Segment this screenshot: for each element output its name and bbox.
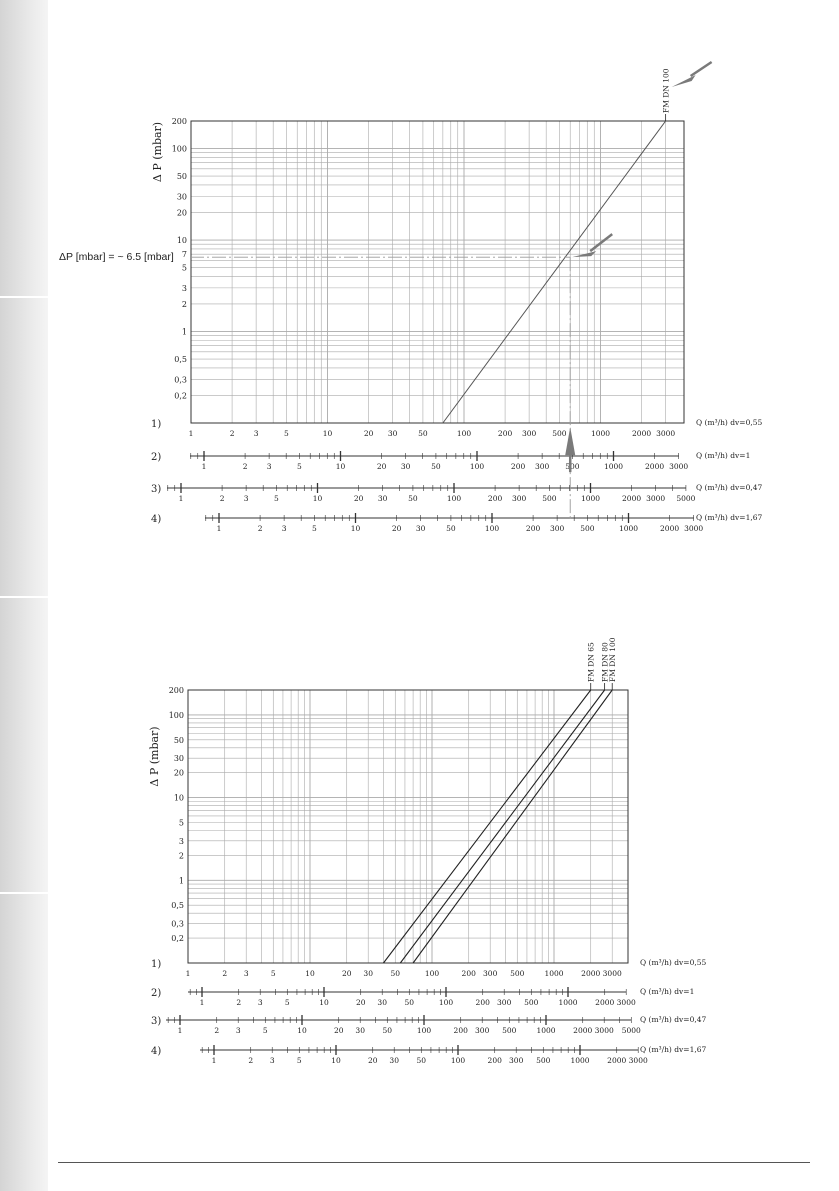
scale-tick-label: 2000 — [645, 462, 665, 471]
series-label: FM DN 65 — [586, 642, 596, 682]
y-tick-label: 0,2 — [174, 391, 187, 401]
scale-tick-label: 1000 — [544, 969, 564, 978]
y-tick-label: 3 — [181, 283, 187, 293]
scale-tick-label: 300 — [497, 998, 512, 1007]
scale-tick-label: 3000 — [594, 1026, 614, 1035]
scale-label: 3) — [151, 484, 162, 495]
scale-tick-label: 2000 — [573, 1026, 593, 1035]
scale-tick-label: 1000 — [590, 429, 611, 438]
scale-tick-label: 5 — [296, 1056, 302, 1065]
scale-tick-label: 2 — [248, 1056, 254, 1065]
scale-tick-label: 200 — [525, 524, 541, 533]
scale-tick-label: 3 — [281, 524, 287, 533]
y-axis-label: Δ P (mbar) — [151, 121, 164, 183]
scale-tick-label: 1 — [188, 429, 194, 438]
y-tick-label: 10 — [173, 793, 184, 803]
y-tick-label: 0,5 — [174, 355, 187, 365]
scale-tick-label: 10 — [335, 462, 346, 471]
scale-tick-label: 3 — [257, 998, 263, 1007]
plot-frame — [188, 690, 628, 963]
scale-tick-label: 1000 — [603, 462, 624, 471]
arrow-shaft — [691, 62, 712, 76]
series-label: FM DN 100 — [661, 68, 671, 113]
scale-tick-label: 5 — [270, 969, 276, 978]
y-axis-label: Δ P (mbar) — [148, 726, 161, 787]
scale-tick-label: 3 — [269, 1056, 275, 1065]
y-tick-label: 0,3 — [171, 919, 184, 929]
scale-tick-label: 10 — [312, 494, 323, 503]
series-line — [413, 690, 612, 963]
scale-tick-label: 5 — [297, 462, 302, 471]
scale-tick-label: 10 — [319, 998, 329, 1007]
arrow-icon — [565, 427, 575, 455]
scale-tick-label: 3 — [266, 462, 272, 471]
scale-tick-label: 50 — [418, 429, 428, 438]
series-line — [443, 121, 666, 423]
scale-tick-label: 3000 — [616, 998, 636, 1007]
scale-tick-label: 1 — [177, 1026, 183, 1035]
scale-tick-label: 3000 — [656, 429, 676, 438]
scale-label: 4) — [151, 514, 162, 525]
scale-tick-label: 3 — [243, 969, 249, 978]
y-tick-label: 2 — [181, 299, 187, 309]
scale-tick-label: 10 — [305, 969, 315, 978]
y-tick-label: 0,5 — [171, 901, 184, 911]
scale-tick-label: 3000 — [646, 494, 666, 503]
scale-tick-label: 1000 — [536, 1026, 556, 1035]
scale-tick-label: 2 — [222, 969, 228, 978]
scale-tick-label: 2000 — [607, 1056, 627, 1065]
scale-tick-label: 1000 — [558, 998, 578, 1007]
scale-tick-label: 5000 — [621, 1026, 641, 1035]
scale-tick-label: 200 — [510, 462, 526, 471]
scale-tick-label: 200 — [453, 1026, 468, 1035]
scale-tick-label: 1 — [199, 998, 205, 1007]
scale-tick-label: 5 — [262, 1026, 268, 1035]
scale-tick-label: 10 — [331, 1056, 341, 1065]
scale-tick-label: 30 — [377, 998, 387, 1007]
scale-caption: Q (m³/h) dv=0,47 — [640, 1015, 707, 1024]
scale-tick-label: 300 — [509, 1056, 524, 1065]
scale-tick-label: 30 — [387, 429, 398, 438]
scale-tick-label: 300 — [549, 524, 565, 533]
chart-1 — [151, 68, 762, 533]
scale-tick-label: 200 — [497, 429, 513, 438]
y-tick-label: 20 — [173, 768, 184, 778]
scale-tick-label: 100 — [416, 1026, 432, 1035]
y-tick-label: 1 — [178, 876, 184, 886]
scale-tick-label: 500 — [524, 998, 539, 1007]
scale-tick-label: 30 — [400, 462, 411, 471]
scale-label: 4) — [151, 1046, 162, 1057]
scale-tick-label: 100 — [438, 998, 454, 1007]
scale-tick-label: 30 — [415, 524, 426, 533]
scale-tick-label: 2000 — [595, 998, 615, 1007]
scale-tick-label: 500 — [552, 429, 567, 438]
scale-tick-label: 20 — [391, 524, 402, 533]
y-tick-label: 200 — [168, 686, 184, 695]
scale-tick-label: 1000 — [618, 524, 639, 533]
scale-tick-label: 2000 — [581, 969, 601, 978]
scale-tick-label: 200 — [487, 494, 503, 503]
y-tick-label: 200 — [171, 117, 187, 126]
scale-tick-label: 50 — [431, 462, 441, 471]
series-line — [383, 690, 590, 963]
scale-tick-label: 2000 — [632, 429, 652, 438]
scale-caption: Q (m³/h) dv=0,55 — [696, 418, 763, 427]
scale-label: 2) — [151, 452, 162, 463]
scale-tick-label: 10 — [350, 524, 361, 533]
scale-tick-label: 300 — [521, 429, 537, 438]
y-tick-label: 30 — [176, 192, 187, 202]
series-label: FM DN 100 — [608, 637, 618, 682]
scale-tick-label: 20 — [355, 998, 366, 1007]
scale-tick-label: 3000 — [628, 1056, 648, 1065]
scale-tick-label: 50 — [408, 494, 418, 503]
scale-tick-label: 20 — [367, 1056, 378, 1065]
scale-tick-label: 30 — [363, 969, 373, 978]
scale-tick-label: 3 — [235, 1026, 241, 1035]
scale-tick-label: 200 — [461, 969, 476, 978]
scale-tick-label: 500 — [542, 494, 557, 503]
scale-tick-label: 500 — [510, 969, 525, 978]
y-tick-label: 50 — [173, 735, 184, 745]
scale-tick-label: 2000 — [660, 524, 680, 533]
y-tick-label: 0,2 — [171, 934, 184, 944]
scale-tick-label: 100 — [469, 462, 485, 471]
y-tick-label: 3 — [178, 836, 184, 846]
scale-label: 3) — [151, 1016, 162, 1027]
scale-tick-label: 300 — [534, 462, 550, 471]
scale-tick-label: 5 — [284, 998, 290, 1007]
scale-tick-label: 1 — [178, 494, 184, 503]
scale-tick-label: 3000 — [684, 524, 704, 533]
pressure-drop-annotation: ΔP [mbar] = ~ 6.5 [mbar] — [59, 251, 174, 263]
scale-tick-label: 100 — [446, 494, 462, 503]
scale-tick-label: 5 — [284, 429, 289, 438]
y-tick-label: 30 — [173, 754, 184, 764]
scale-tick-label: 30 — [389, 1056, 399, 1065]
scale-tick-label: 1 — [201, 462, 207, 471]
scale-tick-label: 3000 — [602, 969, 622, 978]
scale-label: 1) — [151, 959, 162, 970]
scale-tick-label: 300 — [475, 1026, 490, 1035]
scale-tick-label: 1 — [185, 969, 191, 978]
scale-caption: Q (m³/h) dv=1,67 — [696, 513, 763, 522]
scale-tick-label: 10 — [322, 429, 333, 438]
chart-2 — [148, 637, 706, 1065]
scale-tick-label: 1 — [216, 524, 222, 533]
plot-frame — [191, 121, 684, 423]
scale-tick-label: 500 — [536, 1056, 551, 1065]
scale-caption: Q (m³/h) dv=0,47 — [696, 483, 763, 492]
scale-tick-label: 20 — [333, 1026, 344, 1035]
series-line — [400, 690, 604, 963]
scale-tick-label: 200 — [475, 998, 490, 1007]
scale-tick-label: 2 — [257, 524, 263, 533]
y-tick-label: 50 — [176, 172, 187, 182]
arrow-icon — [672, 75, 696, 87]
scale-tick-label: 200 — [487, 1056, 502, 1065]
scale-tick-label: 1000 — [570, 1056, 590, 1065]
scale-tick-label: 2 — [236, 998, 242, 1007]
scale-tick-label: 50 — [416, 1056, 427, 1065]
scale-tick-label: 100 — [484, 524, 500, 533]
scale-caption: Q (m³/h) dv=1 — [696, 451, 751, 460]
y-tick-label: 5 — [178, 818, 184, 828]
scale-tick-label: 1000 — [580, 494, 601, 503]
scale-tick-label: 20 — [376, 462, 387, 471]
scale-tick-label: 50 — [390, 969, 401, 978]
scale-tick-label: 20 — [363, 429, 374, 438]
scale-caption: Q (m³/h) dv=1,67 — [640, 1045, 707, 1054]
scale-tick-label: 30 — [377, 494, 388, 503]
scale-tick-label: 300 — [483, 969, 498, 978]
scale-tick-label: 5000 — [676, 494, 696, 503]
scale-tick-label: 500 — [565, 462, 580, 471]
scale-tick-label: 50 — [404, 998, 415, 1007]
scale-tick-label: 5 — [312, 524, 317, 533]
scale-tick-label: 1 — [211, 1056, 217, 1065]
scale-tick-label: 100 — [450, 1056, 466, 1065]
y-tick-label: 20 — [176, 208, 187, 218]
footer-rule — [58, 1162, 810, 1163]
scale-tick-label: 30 — [355, 1026, 365, 1035]
scale-caption: Q (m³/h) dv=1 — [640, 987, 695, 996]
scale-tick-label: 2 — [214, 1026, 220, 1035]
scale-label: 1) — [151, 419, 162, 430]
y-tick-label: 0,3 — [174, 375, 187, 385]
arrow-shaft — [590, 234, 612, 251]
scale-tick-label: 5 — [274, 494, 279, 503]
scale-tick-label: 3 — [243, 494, 249, 503]
scale-tick-label: 2 — [242, 462, 248, 471]
scale-tick-label: 20 — [353, 494, 364, 503]
scale-tick-label: 3000 — [669, 462, 689, 471]
scale-tick-label: 100 — [456, 429, 472, 438]
y-tick-label: 100 — [171, 144, 187, 154]
scale-tick-label: 100 — [424, 969, 440, 978]
scale-tick-label: 500 — [580, 524, 595, 533]
scale-tick-label: 50 — [446, 524, 456, 533]
scale-tick-label: 2 — [219, 494, 225, 503]
scale-tick-label: 2 — [229, 429, 235, 438]
y-tick-label: 7 — [181, 250, 187, 260]
scale-tick-label: 300 — [511, 494, 527, 503]
scale-tick-label: 10 — [297, 1026, 307, 1035]
series-label: FM DN 80 — [600, 642, 610, 682]
y-tick-label: 2 — [178, 851, 184, 861]
scale-tick-label: 20 — [341, 969, 352, 978]
scale-tick-label: 3 — [253, 429, 259, 438]
scale-caption: Q (m³/h) dv=0,55 — [640, 958, 707, 967]
y-tick-label: 1 — [181, 327, 187, 337]
y-tick-label: 5 — [181, 263, 187, 273]
y-tick-label: 10 — [176, 236, 187, 246]
scale-tick-label: 2000 — [622, 494, 642, 503]
scale-label: 2) — [151, 988, 162, 999]
scale-tick-label: 50 — [382, 1026, 393, 1035]
scale-tick-label: 500 — [502, 1026, 517, 1035]
y-tick-label: 100 — [168, 710, 184, 720]
